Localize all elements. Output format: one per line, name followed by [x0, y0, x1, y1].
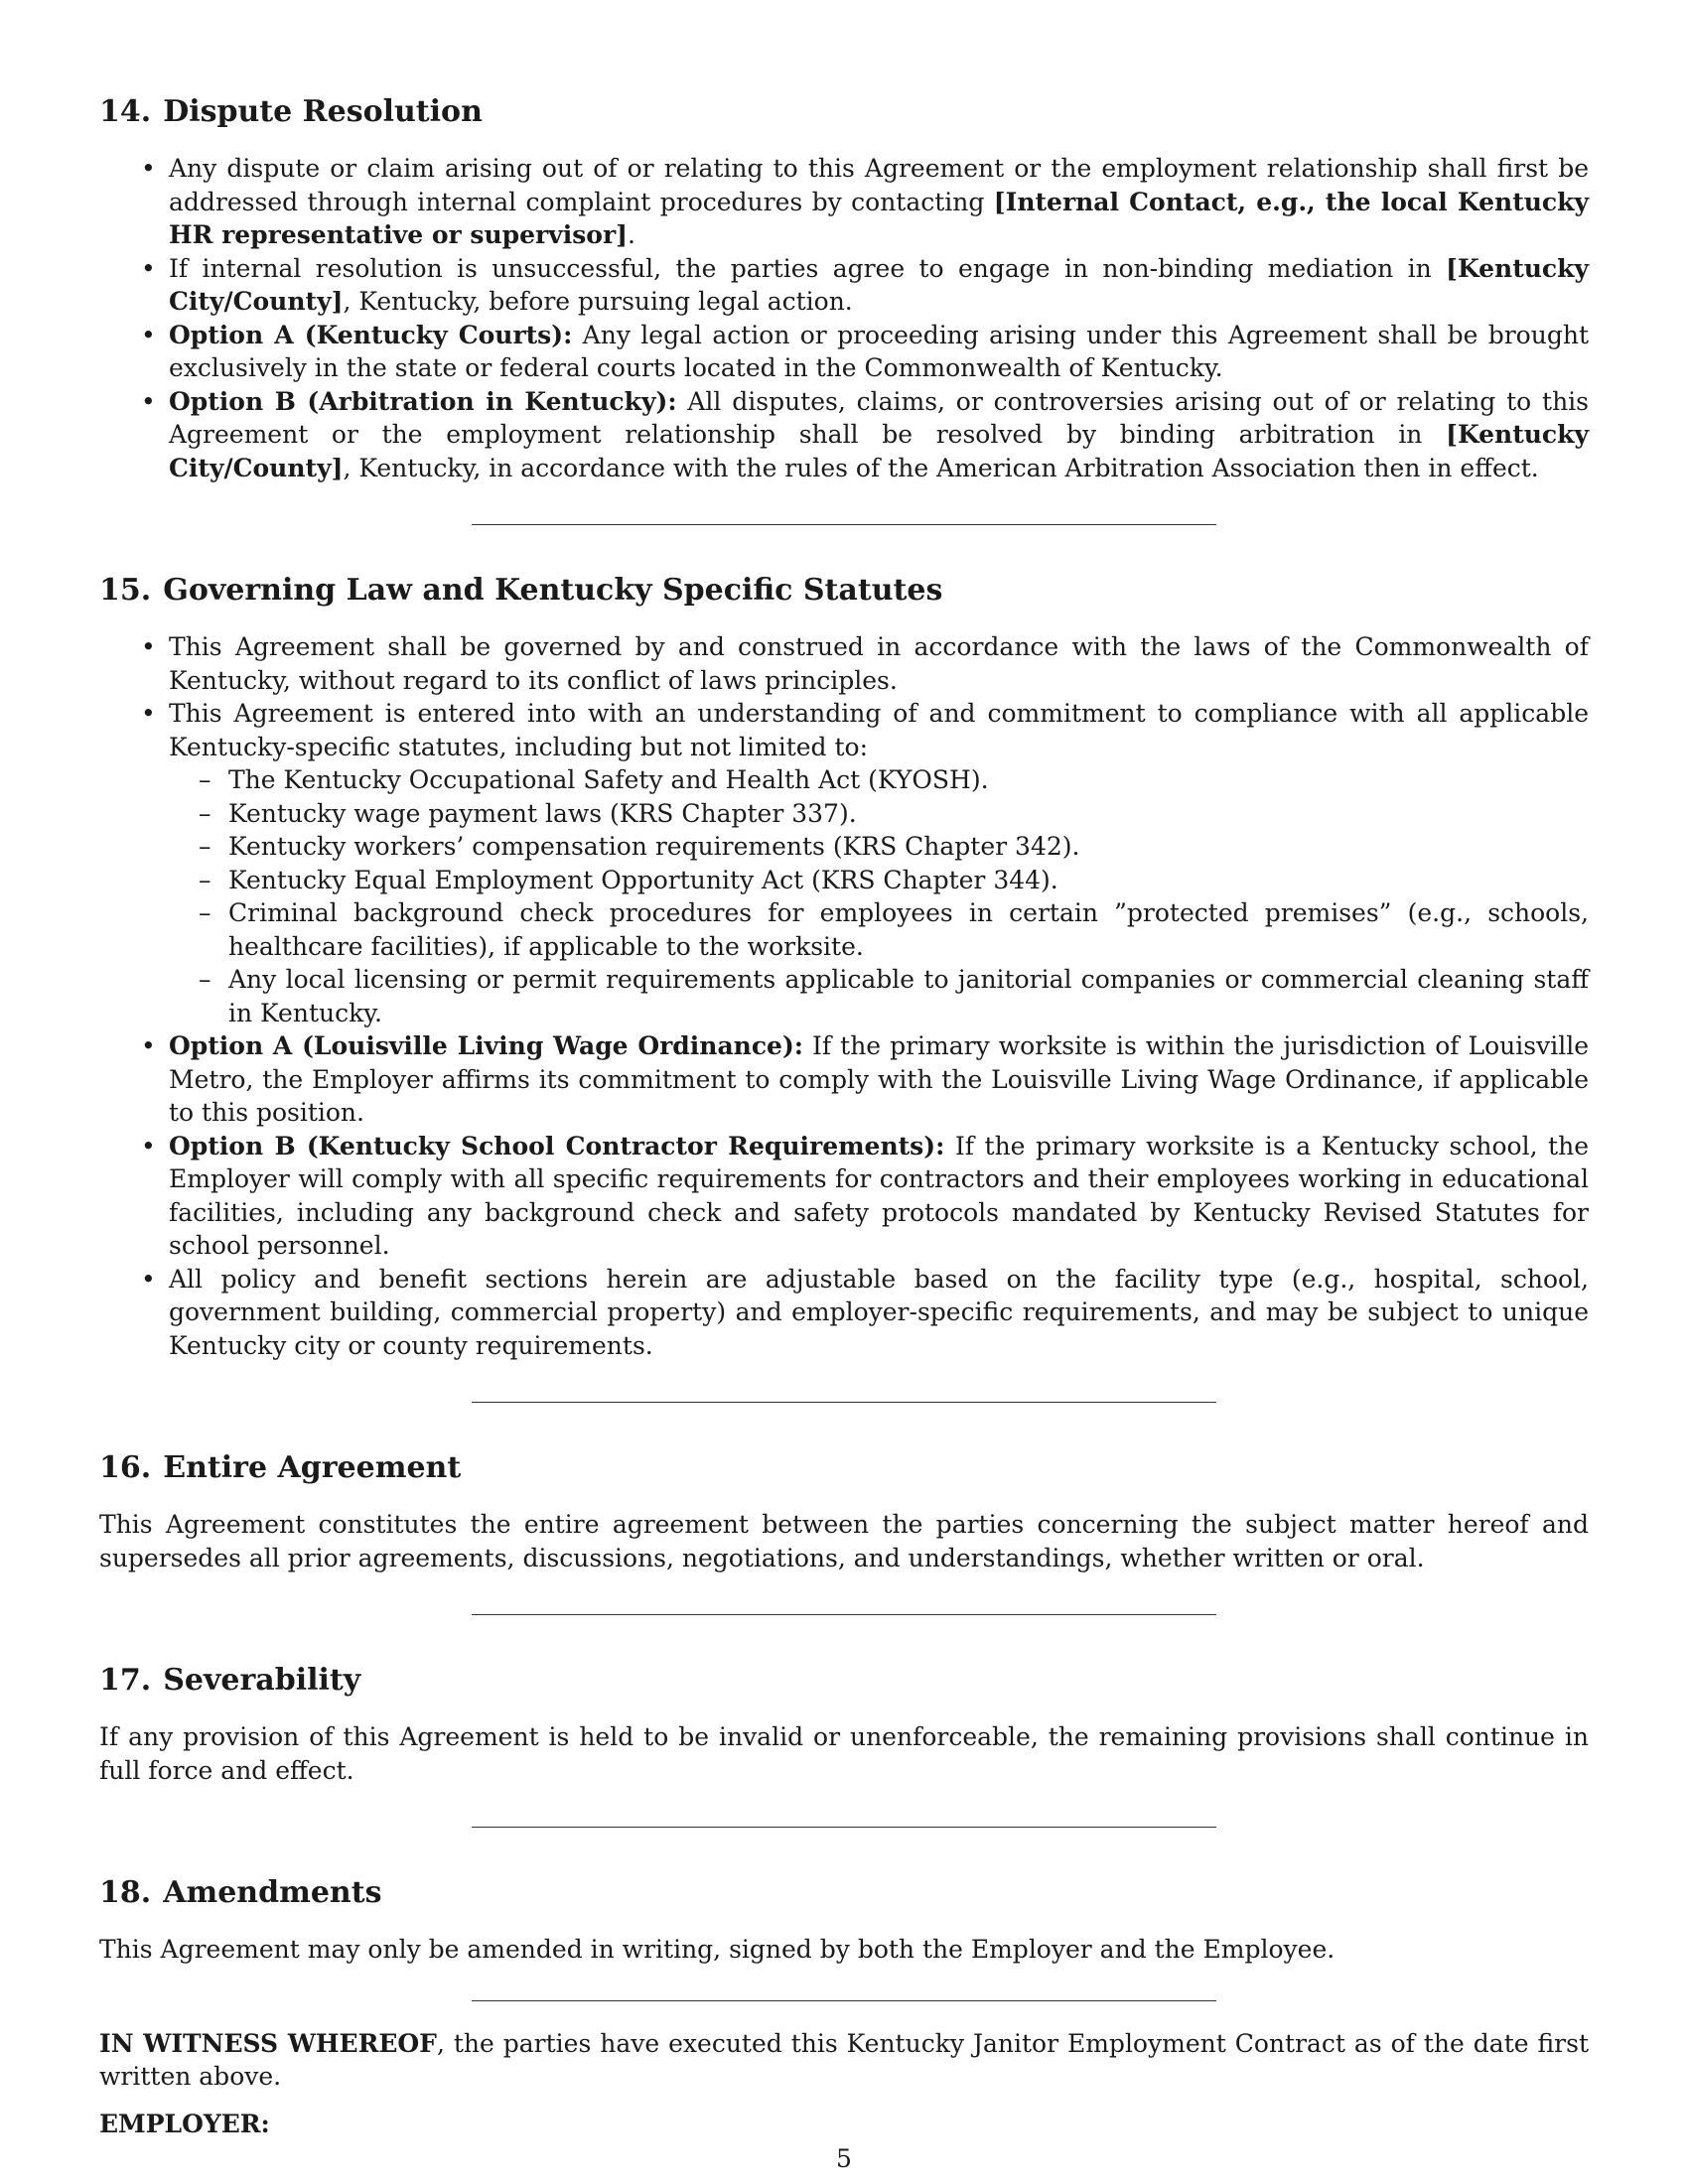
list-item: • Option A (Kentucky Courts): Any legal action or proceeding arising under this Agreement shall be brought exclusively in the state or federal courts located in the Commonwealth of Kentucky.: [169, 319, 1589, 385]
document-page: [99, 94, 1589, 2140]
sub-list-item: – Criminal background check procedures for employees in certain ”protected premises” (e.g., schools, healthcare facilities), if applicable to the worksite.: [228, 896, 1589, 963]
list-item: • Option A (Louisville Living Wage Ordinance): If the primary worksite is within the jurisdiction of Louisville Metro, the Employer affirms its commitment to comply with the Louisville Living Wage Ordinance, if applicable to this position.: [169, 1029, 1589, 1130]
witness-clause: IN WITNESS WHEREOF, the parties have executed this Kentucky Janitor Employment Contract as of the date first written above.: [99, 2028, 1589, 2091]
sub-list-item: – Kentucky Equal Employment Opportunity Act (KRS Chapter 344).: [228, 864, 1589, 897]
section-14-heading: 14. Dispute Resolution: [99, 94, 483, 129]
list-item: • Any dispute or claim arising out of or relating to this Agreement or the employment relationship shall first be addressed through internal complaint procedures by contacting [Internal Contact, e.g., the local Kentucky HR representative or supervisor].: [169, 152, 1589, 252]
section-17-text: If any provision of this Agreement is held to be invalid or unenforceable, the remaining provisions shall continue in full force and effect.: [99, 1722, 1589, 1785]
list-item: • Option B (Kentucky School Contractor Requirements): If the primary worksite is a Kentucky school, the Employer will comply with all specific requirements for contractors and their employees working in educational facilities, including any background check and safety protocols mandated by Kentucky Revised Statutes for school personnel.: [169, 1130, 1589, 1263]
list-item: • Option B (Arbitration in Kentucky): All disputes, claims, or controversies arising out of or relating to this Agreement or the employment relationship shall be resolved by binding arbitration in [Kentucky City/County], Kentucky, in accordance with the rules of the American Arbitration Association then in effect.: [169, 385, 1589, 485]
statutes-sublist: [169, 763, 1589, 1029]
section-18-text: This Agreement may only be amended in writing, signed by both the Employer and the Employee.: [99, 1935, 1336, 1964]
section-14-list: [99, 152, 1589, 484]
sub-list-item: – Kentucky wage payment laws (KRS Chapter 337).: [228, 797, 1589, 831]
list-item: • If internal resolution is unsuccessful, the parties agree to engage in non-binding mediation in [Kentucky City/County], Kentucky, before pursuing legal action.: [169, 252, 1589, 319]
sub-list-item: – Any local licensing or permit requirements applicable to janitorial companies or commercial cleaning staff in Kentucky.: [228, 963, 1589, 1029]
employer-label: EMPLOYER:: [99, 2109, 270, 2138]
list-item: • All policy and benefit sections herein are adjustable based on the facility type (e.g., hospital, school, government building, commercial property) and employer-specific requirements, and may be subject to unique Kentucky city or county requirements.: [169, 1263, 1589, 1363]
list-item: • This Agreement is entered into with an understanding of and commitment to compliance with all applicable Kentucky-specific statutes, including but not limited to: – The Kentucky Occupational Safety and Health Act (KYOSH). – Kentucky wage payment laws (KRS Chapter 337). – Kentucky workers’ compensation requirements (KRS Chapter 342). – Kentucky Equal Employment Opportunity Act (KRS Chapter 344). – Criminal background check procedures for employees in certain ”protected premises” (e.g., schools, healthcare facilities), if applicable to the worksite. – Any local licensing or permit requirements applicable to janitorial companies or commercial cleaning staff in Kentucky.: [169, 697, 1589, 1029]
section-15-list: [99, 630, 1589, 1362]
section-16-text: This Agreement constitutes the entire agreement between the parties concerning the subject matter hereof and supersedes all prior agreements, discussions, negotiations, and understandings, whether written or oral.: [99, 1510, 1589, 1572]
list-item: • This Agreement shall be governed by and construed in accordance with the laws of the Commonwealth of Kentucky, without regard to its conflict of laws principles.: [169, 630, 1589, 697]
section-15-heading: 15. Governing Law and Kentucky Specific Statutes: [99, 573, 943, 608]
page-number: 5: [836, 2144, 852, 2173]
section-18-heading: 18. Amendments: [99, 1875, 382, 1910]
sub-list-item: – Kentucky workers’ compensation requirements (KRS Chapter 342).: [228, 830, 1589, 864]
sub-list-item: – The Kentucky Occupational Safety and Health Act (KYOSH).: [228, 763, 1589, 797]
section-17-heading: 17. Severability: [99, 1663, 361, 1698]
section-16-heading: 16. Entire Agreement: [99, 1450, 462, 1485]
